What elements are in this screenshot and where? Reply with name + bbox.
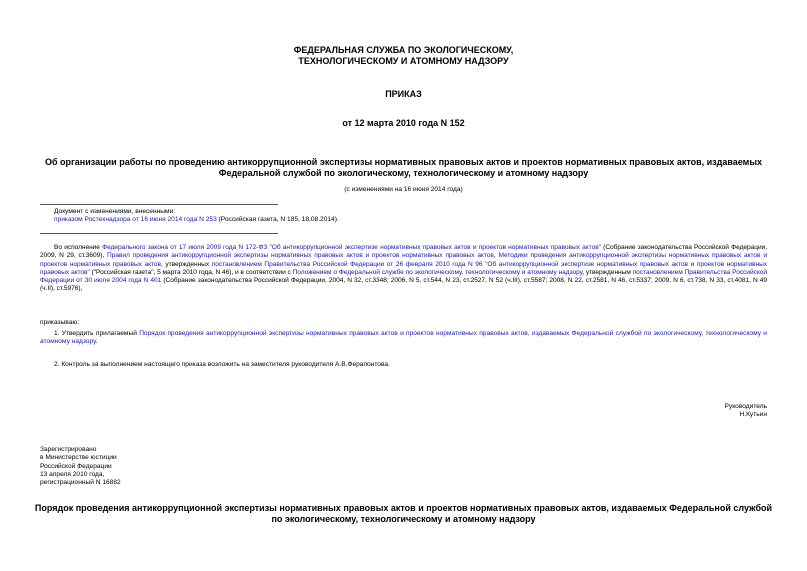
order-item-1-prefix: 1. Утвердить прилагаемый bbox=[54, 330, 140, 337]
appendix-title-line-1: Порядок проведения антикоррупционной экспертизы нормативных правовых актов и проектов нормативных правовых актов, издаваемых Федеральной службой bbox=[34, 503, 773, 513]
registration-line-2: в Министерстве юстиции bbox=[40, 454, 117, 462]
preamble-text-1: Во исполнение bbox=[54, 244, 103, 251]
order-item-1-suffix: . bbox=[95, 338, 98, 346]
revision-note: (с изменениями на 16 июня 2014 года) bbox=[344, 186, 463, 193]
registration-block bbox=[40, 446, 240, 487]
link-expertise-rules[interactable]: Правил проведения антикоррупционной экспертизы нормативных правовых актов и проектов нормативных правовых актов bbox=[107, 252, 494, 260]
appendix-title-line-2: по экологическому, технологическому и атомному надзору bbox=[271, 514, 536, 524]
preamble-text-6: , утвержденным bbox=[582, 268, 633, 276]
org-header bbox=[0, 45, 807, 67]
preamble-text-4: , утвержденных bbox=[161, 260, 212, 268]
amendments-intro: Документ с изменениями, внесенными: bbox=[54, 208, 176, 215]
registration-line-1: Зарегистрировано bbox=[40, 446, 97, 453]
preamble-text-3: , bbox=[493, 252, 499, 260]
org-line-1: ФЕДЕРАЛЬНАЯ СЛУЖБА ПО ЭКОЛОГИЧЕСКОМУ, bbox=[293, 45, 514, 55]
amendments-bottom-rule bbox=[40, 233, 278, 234]
doc-title-line-1: Об организации работы по проведению антикоррупционной экспертизы нормативных правовых актов и проектов нормативных правовых актов, издаваемых bbox=[44, 157, 763, 167]
signature-block bbox=[567, 403, 767, 420]
link-federal-law-172[interactable]: Федерального закона от 17 июля 2009 года N 172-ФЗ "Об антикоррупционной экспертизе нормативных правовых актов и проектов нормативных правовых актов" bbox=[102, 244, 601, 251]
doc-date: от 12 марта 2010 года N 152 bbox=[342, 118, 465, 128]
doc-type: ПРИКАЗ bbox=[385, 89, 422, 99]
link-procedure[interactable]: Порядок проведения антикоррупционной экспертизы нормативных правовых актов и проектов нормативных правовых актов, издаваемых Федеральной службой по экологическому, технологическому и атомному надзору bbox=[40, 330, 767, 346]
org-line-2: ТЕХНОЛОГИЧЕСКОМУ И АТОМНОМУ НАДЗОРУ bbox=[298, 56, 509, 66]
amendments-block bbox=[54, 208, 554, 225]
registration-line-4: 13 апреля 2010 года, bbox=[40, 470, 105, 478]
doc-title-line-2: Федеральной службой по экологическому, технологическому и атомному надзору bbox=[218, 168, 589, 178]
amendments-top-rule bbox=[40, 204, 278, 205]
link-government-resolution-401[interactable]: постановлением Правительства Российской Федерации от 30 июля 2004 года N 401 bbox=[40, 268, 767, 285]
signature-name: Н.Кутьин bbox=[739, 411, 767, 419]
order-item-2: 2. Контроль за выполнением настоящего приказа возложить на заместителя руководителя А.В.Ферапонтова. bbox=[54, 361, 390, 368]
preamble-text-2: (Собрание законодательства Российской Федерации, 2009, N 29, ст.3609), bbox=[40, 244, 767, 260]
link-government-resolution-96[interactable]: постановлением Правительства Российской Федерации от 26 февраля 2010 года N 96 "Об антикоррупционной экспертизе нормативных правовых актов и проектов нормативных правовых актов" bbox=[40, 260, 767, 276]
preamble-text-5: ("Российская газета", 5 марта 2010 года, N 46), и в соответствии с bbox=[89, 268, 293, 276]
link-expertise-methodology[interactable]: Методики проведения антикоррупционной экспертизы нормативных правовых актов и проектов нормативных правовых актов bbox=[40, 252, 767, 268]
registration-line-5: регистрационный N 16882 bbox=[40, 479, 121, 487]
appendix-title bbox=[30, 503, 777, 525]
amendment-source: (Российская газета, N 185, 18.08.2014). bbox=[216, 216, 339, 224]
preamble-paragraph bbox=[40, 244, 767, 294]
order-item-1 bbox=[40, 330, 767, 347]
registration-line-3: Российской Федерации bbox=[40, 462, 112, 470]
signature-position: Руководитель bbox=[724, 403, 767, 410]
doc-title bbox=[40, 157, 767, 179]
link-service-regulation[interactable]: Положением о Федеральной службе по экологическому, технологическому и атомному надзору bbox=[292, 268, 583, 276]
amendments-entry bbox=[54, 216, 554, 224]
amendment-link[interactable]: приказом Ростехнадзора от 16 июня 2014 года N 253 bbox=[54, 216, 217, 224]
order-word: приказываю: bbox=[40, 319, 80, 326]
preamble-text-7: (Собрание законодательства Российской Федерации, 2004, N 32, ст.3348; 2006, N 5, ст.544, N 23, ст.2527, N 52 (ч.III), ст.5587; 2008, N 22, ст.2581, N 46, ст.5337; 2009, N 6, ст.738, N 33, ст.4081, N 49 (ч.II), ст.5976), bbox=[40, 277, 767, 293]
